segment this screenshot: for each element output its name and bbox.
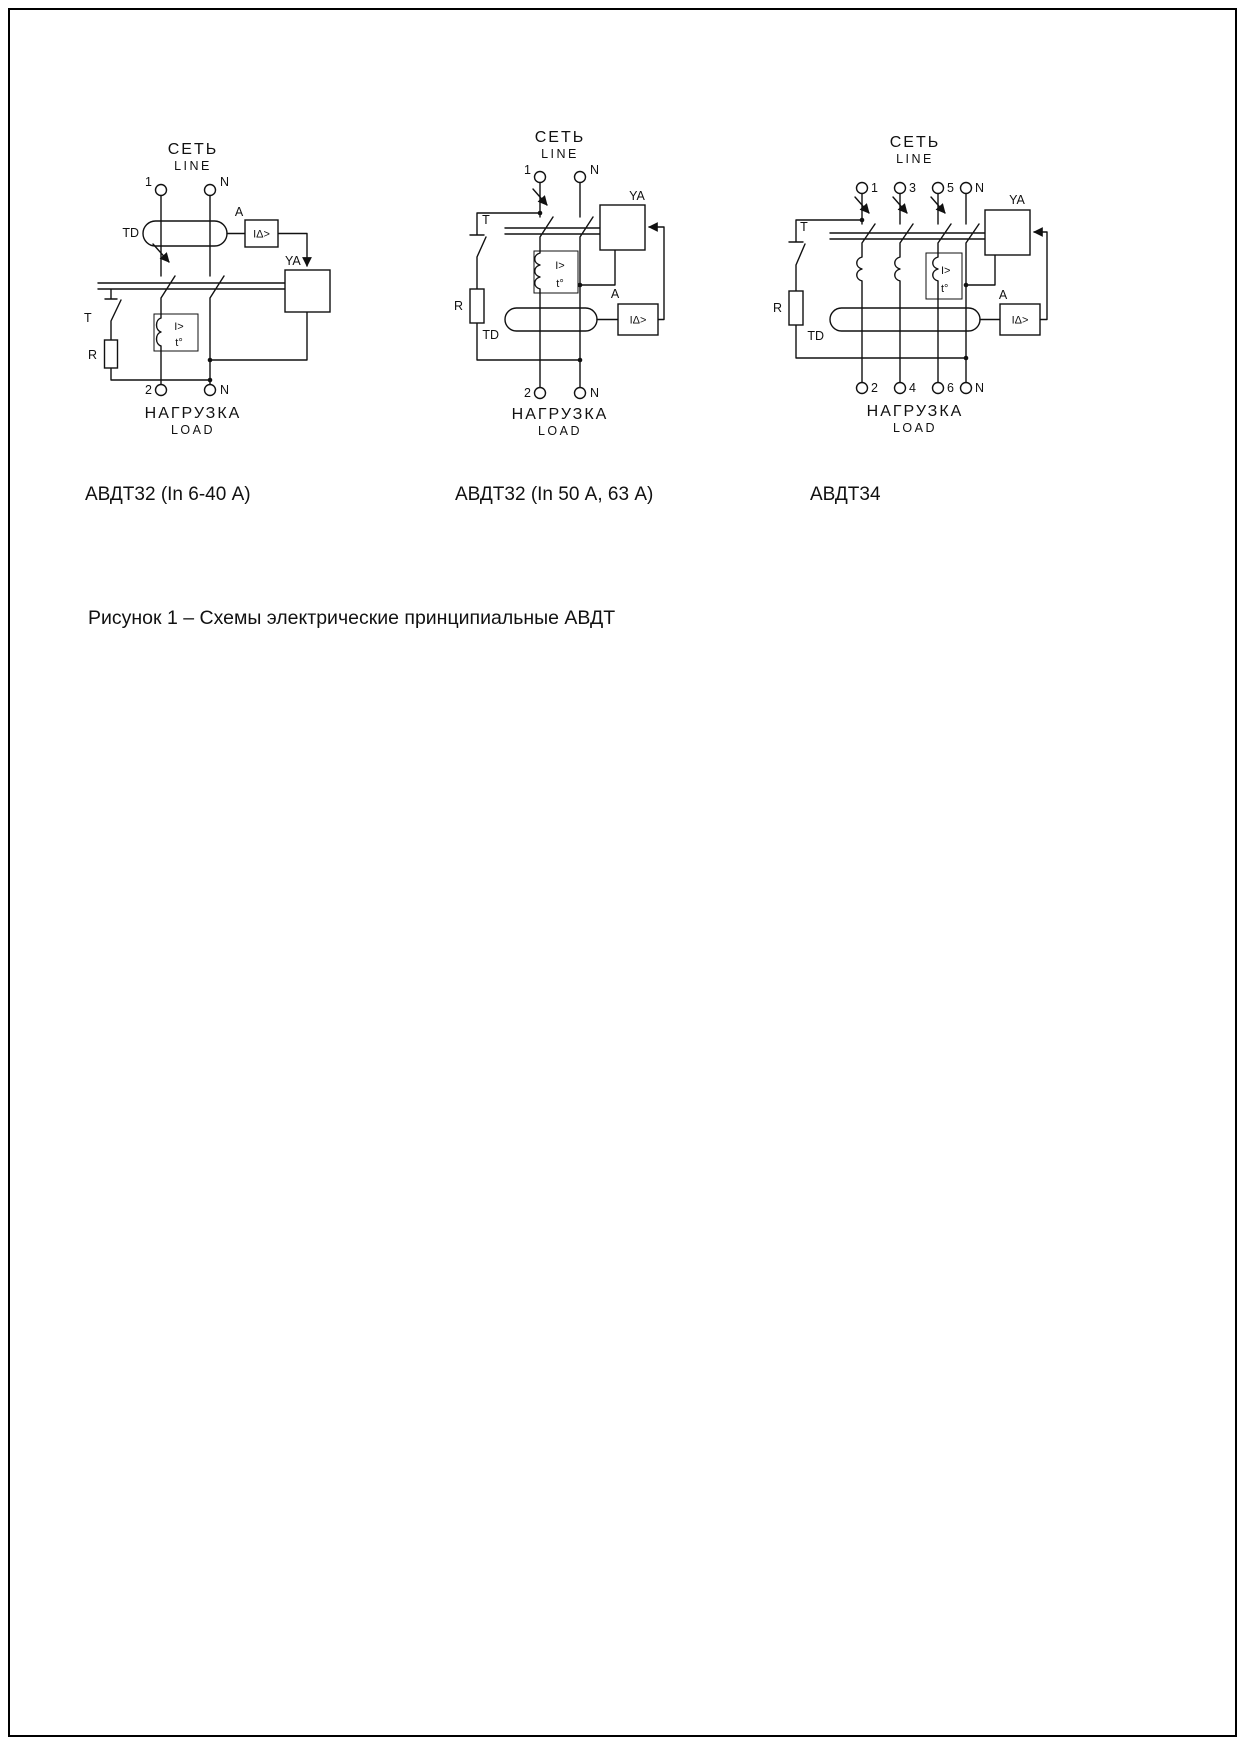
terminal-out-4 — [895, 383, 906, 394]
differential-transformer — [143, 221, 227, 246]
terminal-out-2-label: 2 — [145, 383, 152, 397]
trip-coil-box — [985, 210, 1030, 255]
terminal-out-2 — [156, 385, 167, 396]
diagram-caption-avdt32-50-63: АВДТ32 (In 50 А, 63 А) — [455, 484, 654, 505]
trip-coil-box — [285, 270, 330, 312]
terminal-in-n — [575, 172, 586, 183]
terminal-in-n — [205, 185, 216, 196]
resistor-label: R — [87, 348, 97, 362]
terminal-in-1 — [857, 183, 868, 194]
figure-caption: Рисунок 1 – Схемы электрические принципиальные АВДТ — [88, 607, 616, 629]
terminal-in-1-label: 1 — [145, 175, 152, 189]
terminal-in-n-label: N — [590, 163, 600, 177]
differential-transformer — [830, 308, 980, 331]
terminal-in-n-label: N — [220, 175, 230, 189]
terminal-out-n-label: N — [220, 383, 230, 397]
load-en-label: LOAD — [170, 423, 216, 437]
terminal-in-1 — [156, 185, 167, 196]
conductors — [470, 183, 618, 388]
terminal-in-5 — [933, 183, 944, 194]
load-ru-label: НАГРУЗКА — [866, 403, 964, 420]
terminal-out-6 — [933, 383, 944, 394]
resistor-label: R — [772, 301, 782, 315]
terminal-in-n-label: N — [975, 181, 985, 195]
terminal-in-n — [961, 183, 972, 194]
terminal-out-6-label: 6 — [947, 381, 954, 395]
overcurrent-label: I> — [174, 321, 184, 333]
schematic-avdt32-50-63a — [450, 125, 690, 443]
terminal-in-1 — [535, 172, 546, 183]
terminal-out-2 — [535, 388, 546, 399]
terminal-out-n — [575, 388, 586, 399]
ya-label: YA — [1009, 193, 1025, 207]
line-label: LINE — [896, 152, 934, 166]
terminal-out-4-label: 4 — [909, 381, 916, 395]
terminal-out-2 — [857, 383, 868, 394]
schematic-avdt34 — [770, 125, 1065, 443]
thermal-label: t° — [175, 337, 183, 349]
test-resistor — [470, 289, 484, 323]
diagram-caption-avdt32-6-40: АВДТ32 (In 6-40 А) — [85, 484, 251, 505]
overcurrent-label: I> — [941, 265, 951, 277]
terminal-out-2-label: 2 — [524, 386, 531, 400]
test-button-label: T — [482, 213, 490, 227]
terminal-in-1-label: 1 — [871, 181, 878, 195]
differential-detector-label: IΔ> — [629, 314, 647, 327]
load-en-label: LOAD — [892, 421, 938, 435]
a-label: A — [234, 205, 244, 219]
differential-transformer — [505, 308, 597, 331]
test-button-label: T — [800, 220, 808, 234]
thermal-label: t° — [556, 278, 564, 290]
net-label: СЕТЬ — [167, 141, 219, 158]
ya-label: YA — [285, 254, 301, 268]
terminal-in-5-label: 5 — [947, 181, 954, 195]
terminal-out-n-label: N — [590, 386, 600, 400]
test-resistor — [105, 340, 118, 368]
terminal-out-2-label: 2 — [871, 381, 878, 395]
load-ru-label: НАГРУЗКА — [144, 405, 242, 422]
terminal-in-3-label: 3 — [909, 181, 916, 195]
line-label: LINE — [541, 147, 579, 161]
a-label: A — [610, 287, 620, 301]
td-label: TD — [807, 329, 824, 343]
diagram-caption-avdt34: АВДТ34 — [810, 484, 881, 505]
terminal-out-n — [205, 385, 216, 396]
load-ru-label: НАГРУЗКА — [511, 406, 609, 423]
thermal-label: t° — [941, 283, 949, 295]
net-label: СЕТЬ — [534, 129, 586, 146]
td-label: TD — [482, 328, 499, 342]
ya-label: YA — [629, 189, 645, 203]
load-en-label: LOAD — [537, 424, 583, 438]
line-label: LINE — [174, 159, 212, 173]
schematic-avdt32-6-40a — [80, 130, 335, 442]
trip-coil-box — [600, 205, 645, 250]
terminal-out-n-label: N — [975, 381, 985, 395]
conductors — [789, 194, 1000, 383]
terminal-in-3 — [895, 183, 906, 194]
test-resistor — [789, 291, 803, 325]
differential-detector-label: IΔ> — [1011, 314, 1029, 327]
net-label: СЕТЬ — [889, 134, 941, 151]
a-label: A — [998, 288, 1008, 302]
resistor-label: R — [453, 299, 463, 313]
terminal-in-1-label: 1 — [524, 163, 531, 177]
td-label: TD — [122, 226, 139, 240]
differential-detector-label: IΔ> — [253, 228, 270, 241]
overcurrent-label: I> — [555, 260, 565, 272]
test-button-label: T — [84, 311, 92, 325]
terminal-out-n — [961, 383, 972, 394]
